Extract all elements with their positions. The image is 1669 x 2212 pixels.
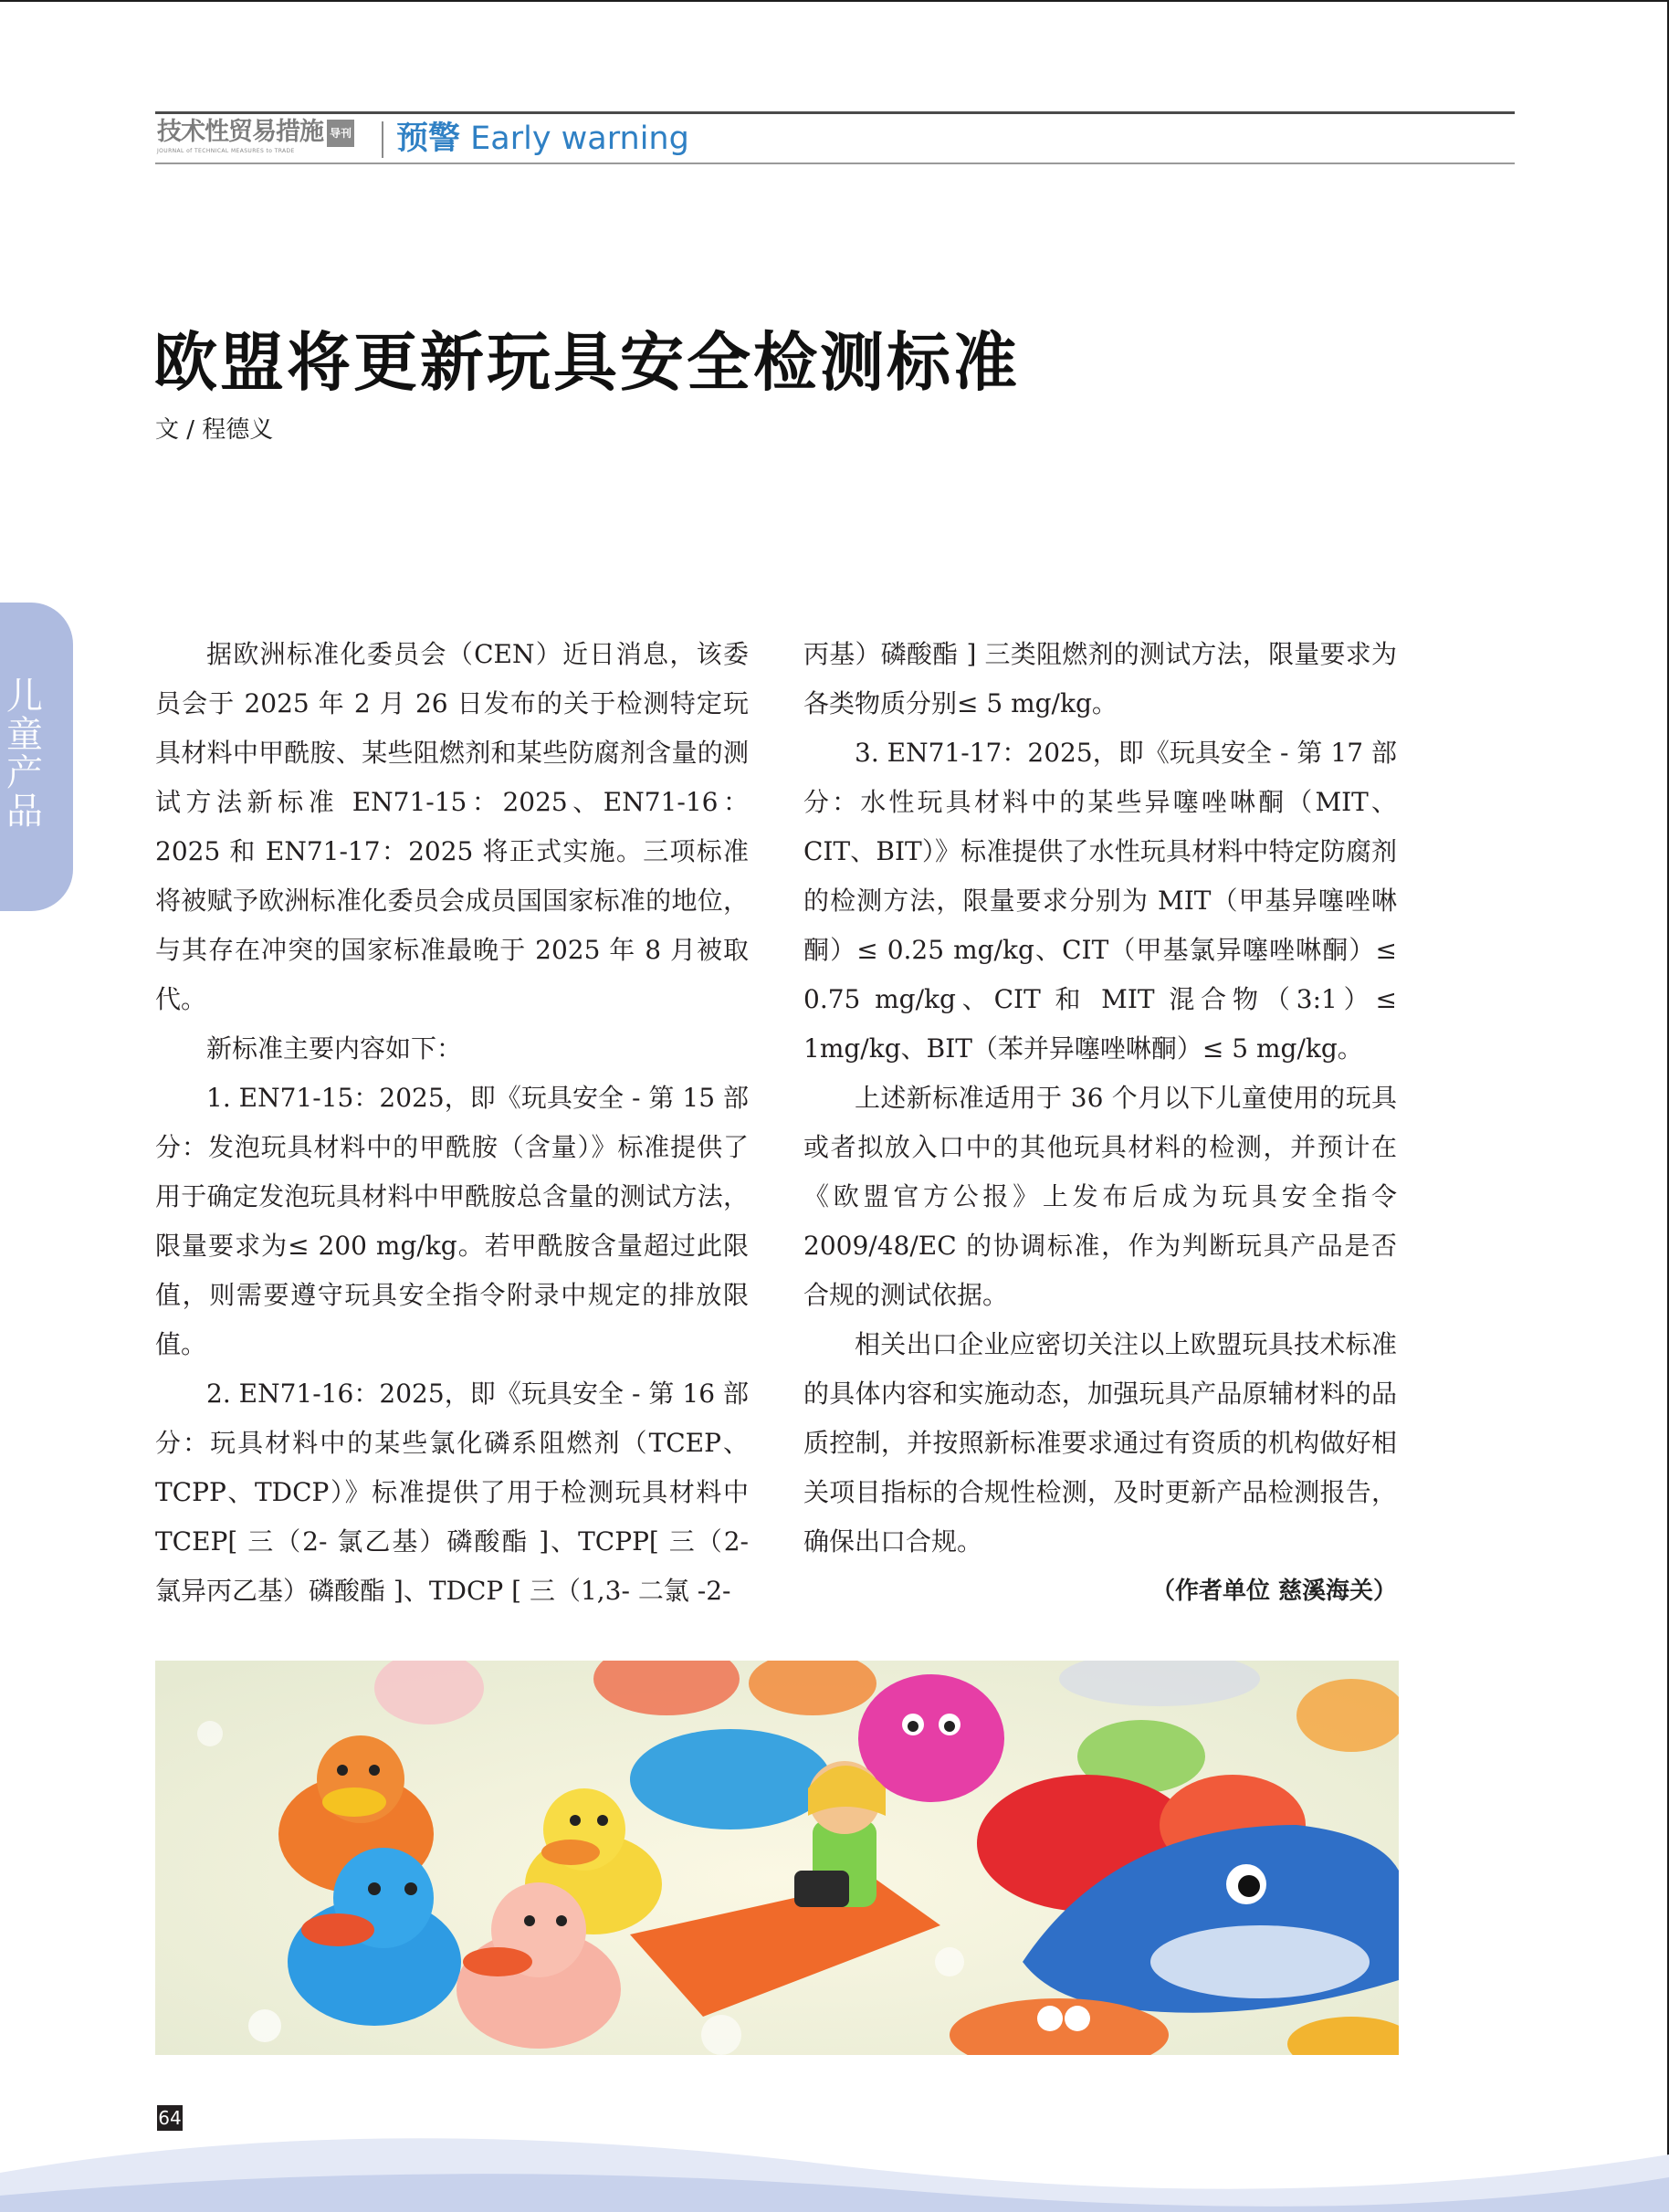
page-border-top [0, 0, 1669, 2]
header-rule-bottom [155, 162, 1515, 164]
article-byline: 文 / 程德义 [155, 416, 274, 444]
header-separator [382, 121, 383, 158]
paragraph-continued: 丙基）磷酸酯 ] 三类阻燃剂的测试方法，限量要求为各类物质分别≤ 5 mg/kg。 [803, 639, 1397, 718]
page-number: 64 [158, 2107, 182, 2129]
article-column-left [155, 630, 749, 1616]
paragraph: 据欧洲标准化委员会（CEN）近日消息，该委员会于 2025 年 2 月 26 日发布的关于检测特定玩具材料中甲酰胺、某些阻燃剂和某些防腐剂含量的测试方法新标准 EN71-15：2025、EN71-16：2025 和 EN71-17：2025 将正式实施。三项标准将被赋予欧洲标准化委员会成员国国家标准的地位，与其存在冲突的国家标准最晚于 2025 年 8 月被取代。 [155, 639, 749, 1014]
journal-name-text: 技术性贸易措施 [157, 118, 323, 146]
journal-subtitle: JOURNAL of TECHNICAL MEASURES to TRADE [157, 147, 295, 154]
section-label-cn: 预警 [396, 121, 461, 157]
header-rule-top [155, 111, 1515, 114]
journal-badge: 导刊 [327, 120, 354, 147]
paragraph: 3. EN71-17：2025，即《玩具安全 - 第 17 部分：水性玩具材料中的某些异噻唑啉酮（MIT、CIT、BIT）》标准提供了水性玩具材料中特定防腐剂的检测方法，限量要求分别为 MIT（甲基异噻唑啉酮）≤ 0.25 mg/kg、CIT（甲基氯异噻唑啉酮）≤ 0.75 mg/kg、CIT 和 MIT 混合物（3:1）≤ 1mg/kg、BIT（苯并异噻唑啉酮）≤ 5 mg/kg。 [803, 738, 1397, 1064]
paragraph: 相关出口企业应密切关注以上欧盟玩具技术标准的具体内容和实施动态，加强玩具产品原辅材料的品质控制，并按照新标准要求通过有资质的机构做好相关项目指标的合规性检测，及时更新产品检测报告，确保出口合规。 [803, 1329, 1397, 1557]
paragraph: 新标准主要内容如下： [206, 1033, 463, 1064]
paragraph: 1. EN71-15：2025，即《玩具安全 - 第 15 部分：发泡玩具材料中的甲酰胺（含量）》标准提供了用于确定发泡玩具材料中甲酰胺总含量的测试方法，限量要求为≤ 200 mg/kg。若甲酰胺含量超过此限值，则需要遵守玩具安全指令附录中规定的排放限值。 [155, 1083, 749, 1359]
footer-wave [0, 2100, 1669, 2212]
section-label [396, 119, 689, 159]
journal-name [157, 119, 376, 147]
author-affiliation: （作者单位 慈溪海关） [1150, 1578, 1397, 1605]
section-label-en: Early warning [470, 121, 689, 157]
journal-logo [157, 119, 376, 159]
article-column-right [803, 630, 1397, 1616]
paragraph: 上述新标准适用于 36 个月以下儿童使用的玩具或者拟放入口中的其他玩具材料的检测，并预计在《欧盟官方公报》上发布后成为玩具安全指令 2009/48/EC 的协调标准，作为判断玩具产品是否合规的测试依据。 [803, 1083, 1397, 1310]
paragraph: 2. EN71-16：2025，即《玩具安全 - 第 16 部分：玩具材料中的某些氯化磷系阻燃剂（TCEP、TCPP、TDCP）》标准提供了用于检测玩具材料中 TCEP[ 三（2- 氯乙基）磷酸酯 ]、TCPP[ 三（2- 氯异丙乙基）磷酸酯 ]、TDCP [ 三（1,3- 二氯 -2- [155, 1379, 749, 1606]
toys-photo [155, 1661, 1399, 2055]
side-category-label: 儿童产品 [6, 676, 43, 833]
article-title: 欧盟将更新玩具安全检测标准 [153, 325, 1020, 400]
